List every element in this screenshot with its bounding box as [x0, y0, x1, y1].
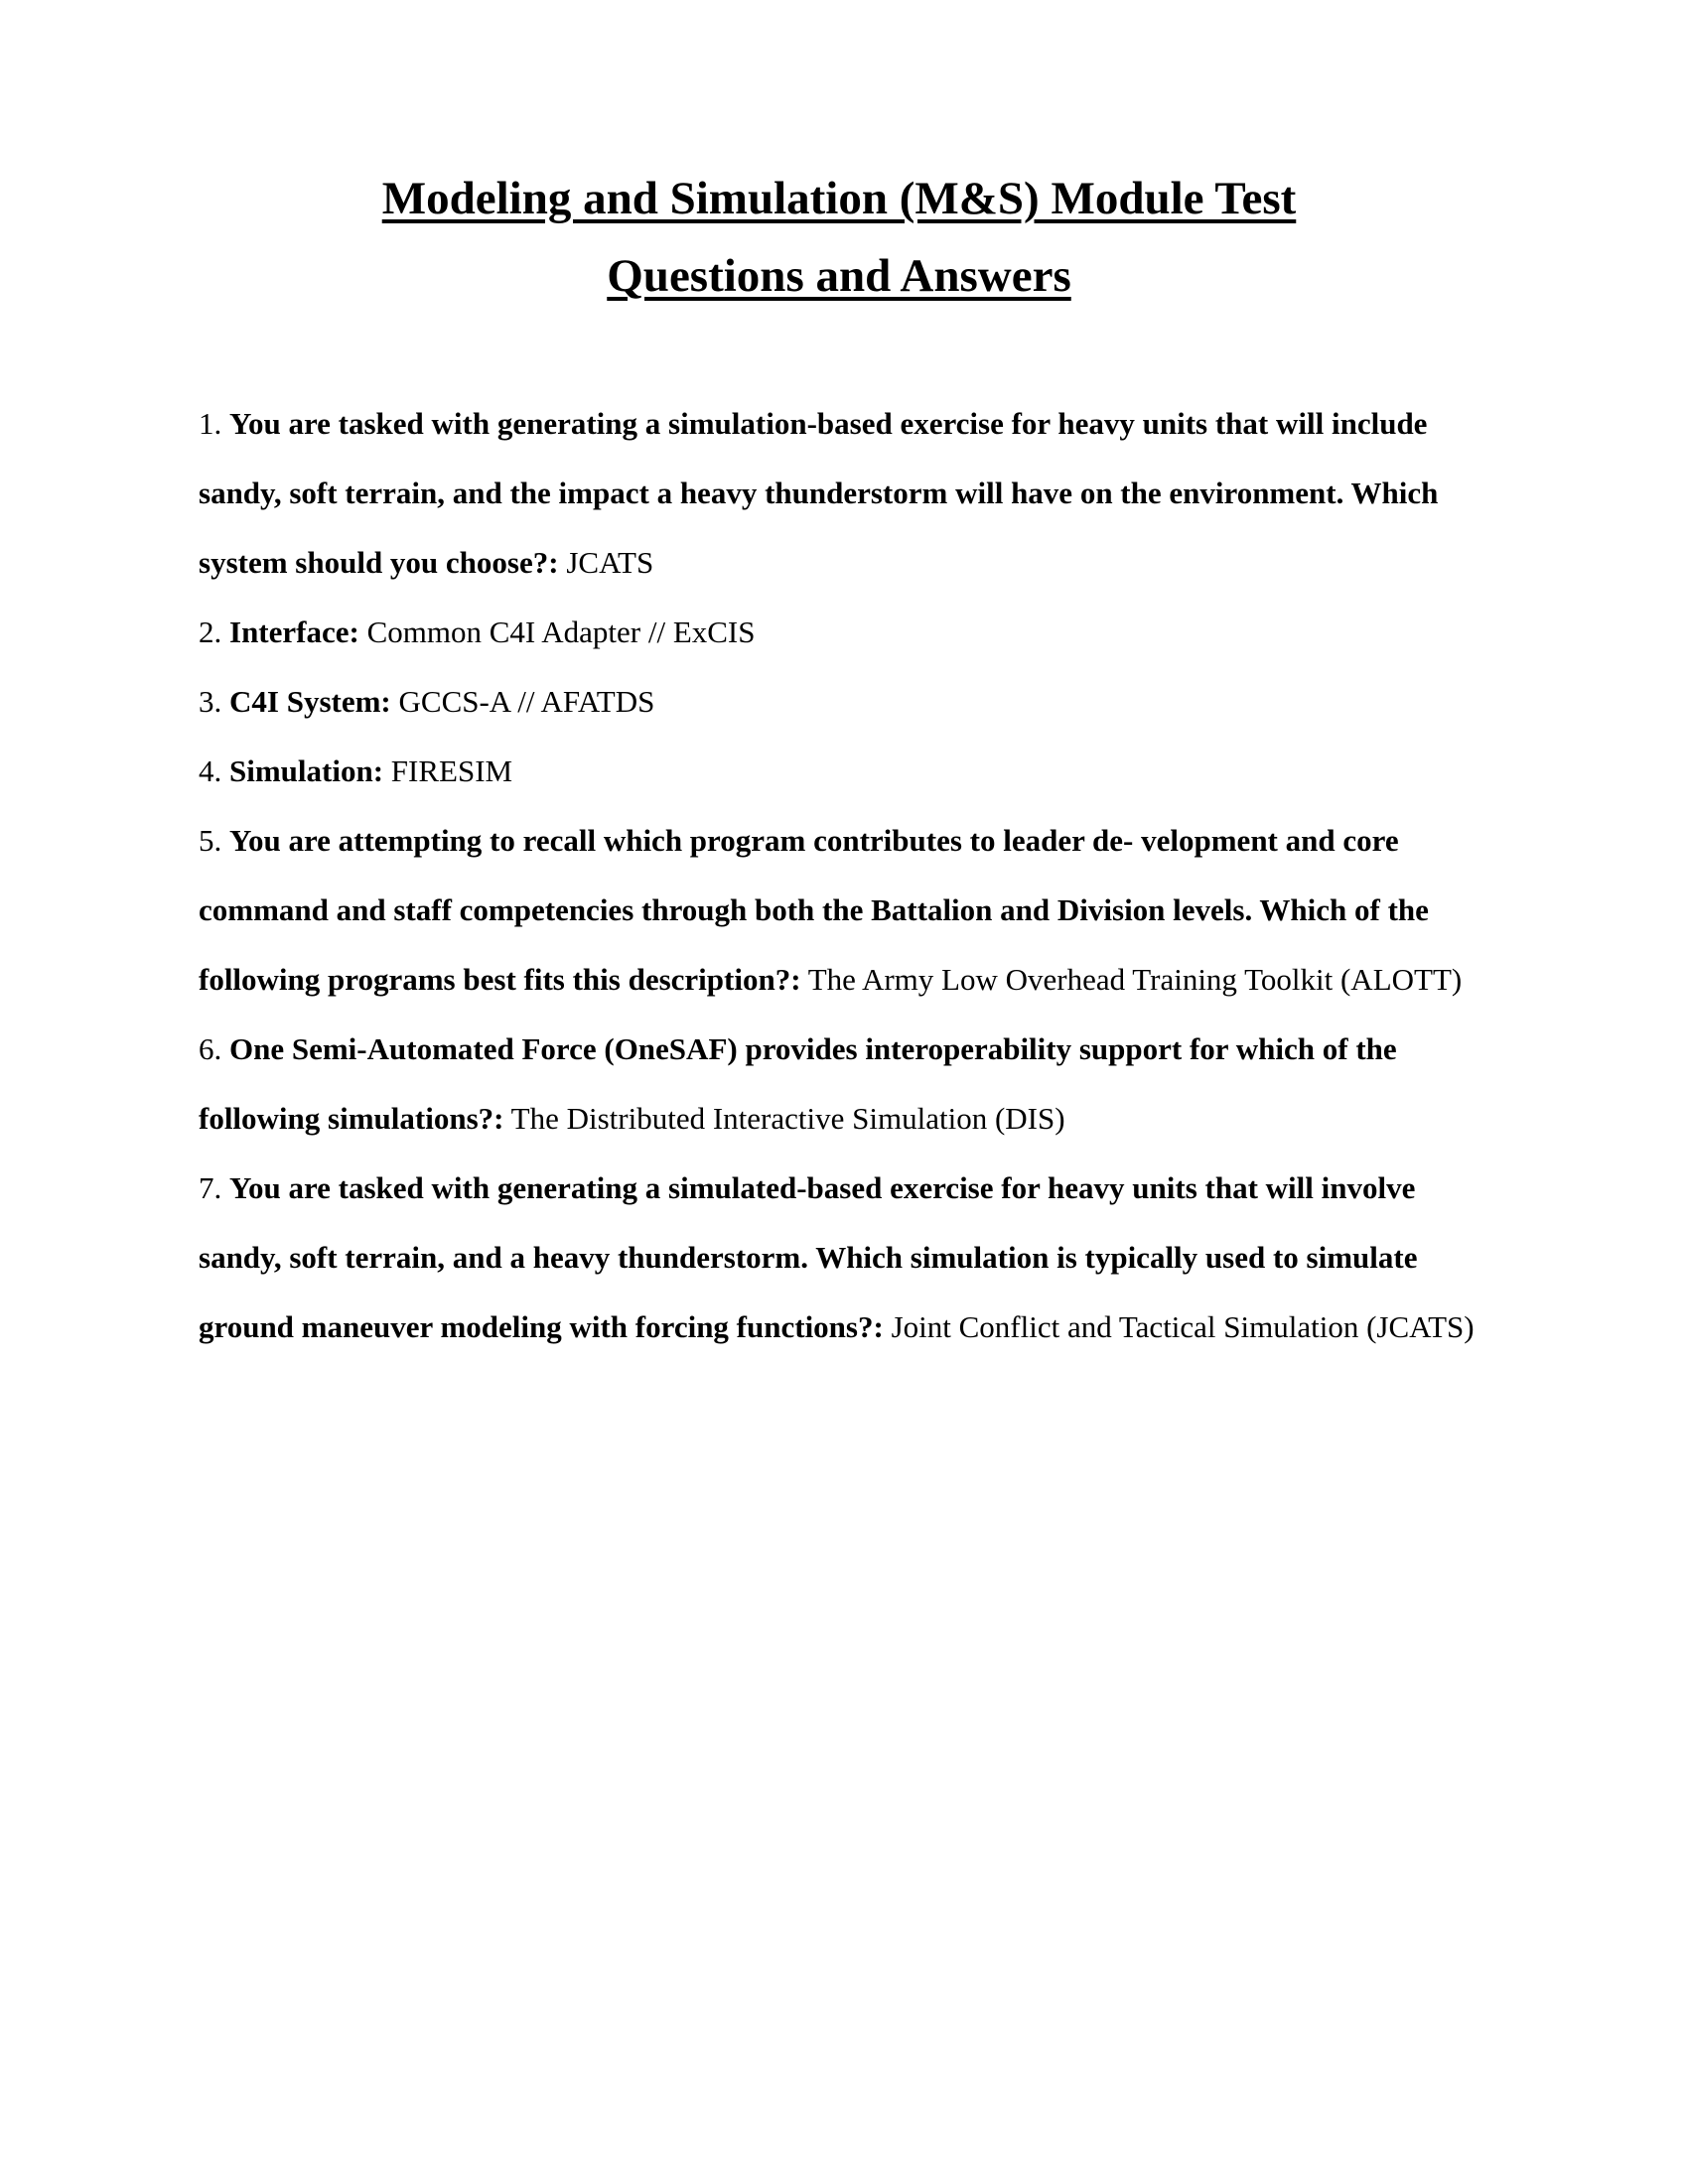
- page-title-line-1-text: Modeling and Simulation (M&S) Module Test: [381, 173, 1297, 225]
- page-title-line-2-text: Questions and Answers: [607, 250, 1071, 303]
- qa-number: 4.: [199, 753, 222, 788]
- qa-question: One Semi-Automated Force (OneSAF) provides interoperability support for which of the following simulations?:: [199, 1031, 1397, 1136]
- qa-answer: FIRESIM: [390, 753, 513, 788]
- qa-number: 2.: [199, 614, 222, 649]
- qa-answer: The Army Low Overhead Training Toolkit (ALOTT): [807, 962, 1463, 997]
- qa-list: [199, 389, 1489, 1362]
- qa-item-2: [199, 598, 1489, 667]
- qa-question: Simulation:: [229, 753, 384, 788]
- page-title-line-2: [199, 237, 1479, 315]
- qa-answer: The Distributed Interactive Simulation (DIS): [510, 1101, 1065, 1136]
- qa-item-6: [199, 1015, 1489, 1154]
- qa-item-4: [199, 737, 1489, 806]
- qa-answer: GCCS-A // AFATDS: [398, 684, 655, 719]
- qa-question: You are attempting to recall which program contributes to leader de- velopment and core command and staff competencies through both the Battalion and Division levels. Which of the following programs best fits this description?:: [199, 823, 1429, 997]
- qa-number: 6.: [199, 1031, 222, 1066]
- qa-question: C4I System:: [229, 684, 391, 719]
- qa-answer: Joint Conflict and Tactical Simulation (JCATS): [891, 1309, 1475, 1344]
- qa-number: 7.: [199, 1170, 222, 1205]
- qa-question: You are tasked with generating a simulation-based exercise for heavy units that will include sandy, soft terrain, and the impact a heavy thunderstorm will have on the environment. Which system should you choose?:: [199, 406, 1439, 580]
- qa-question: You are tasked with generating a simulated-based exercise for heavy units that will involve sandy, soft terrain, and a heavy thunderstorm. Which simulation is typically used to simulate ground maneuver modeling with forcing functions?:: [199, 1170, 1418, 1344]
- qa-answer: JCATS: [566, 545, 654, 580]
- qa-item-3: [199, 667, 1489, 737]
- qa-number: 5.: [199, 823, 222, 858]
- qa-item-5: [199, 806, 1489, 1015]
- qa-item-1: [199, 389, 1489, 598]
- qa-item-7: [199, 1154, 1489, 1362]
- qa-number: 1.: [199, 406, 222, 441]
- page-title: [199, 160, 1479, 315]
- qa-question: Interface:: [229, 614, 359, 649]
- qa-answer: Common C4I Adapter // ExCIS: [366, 614, 756, 649]
- page-title-line-1: [199, 160, 1479, 237]
- qa-number: 3.: [199, 684, 222, 719]
